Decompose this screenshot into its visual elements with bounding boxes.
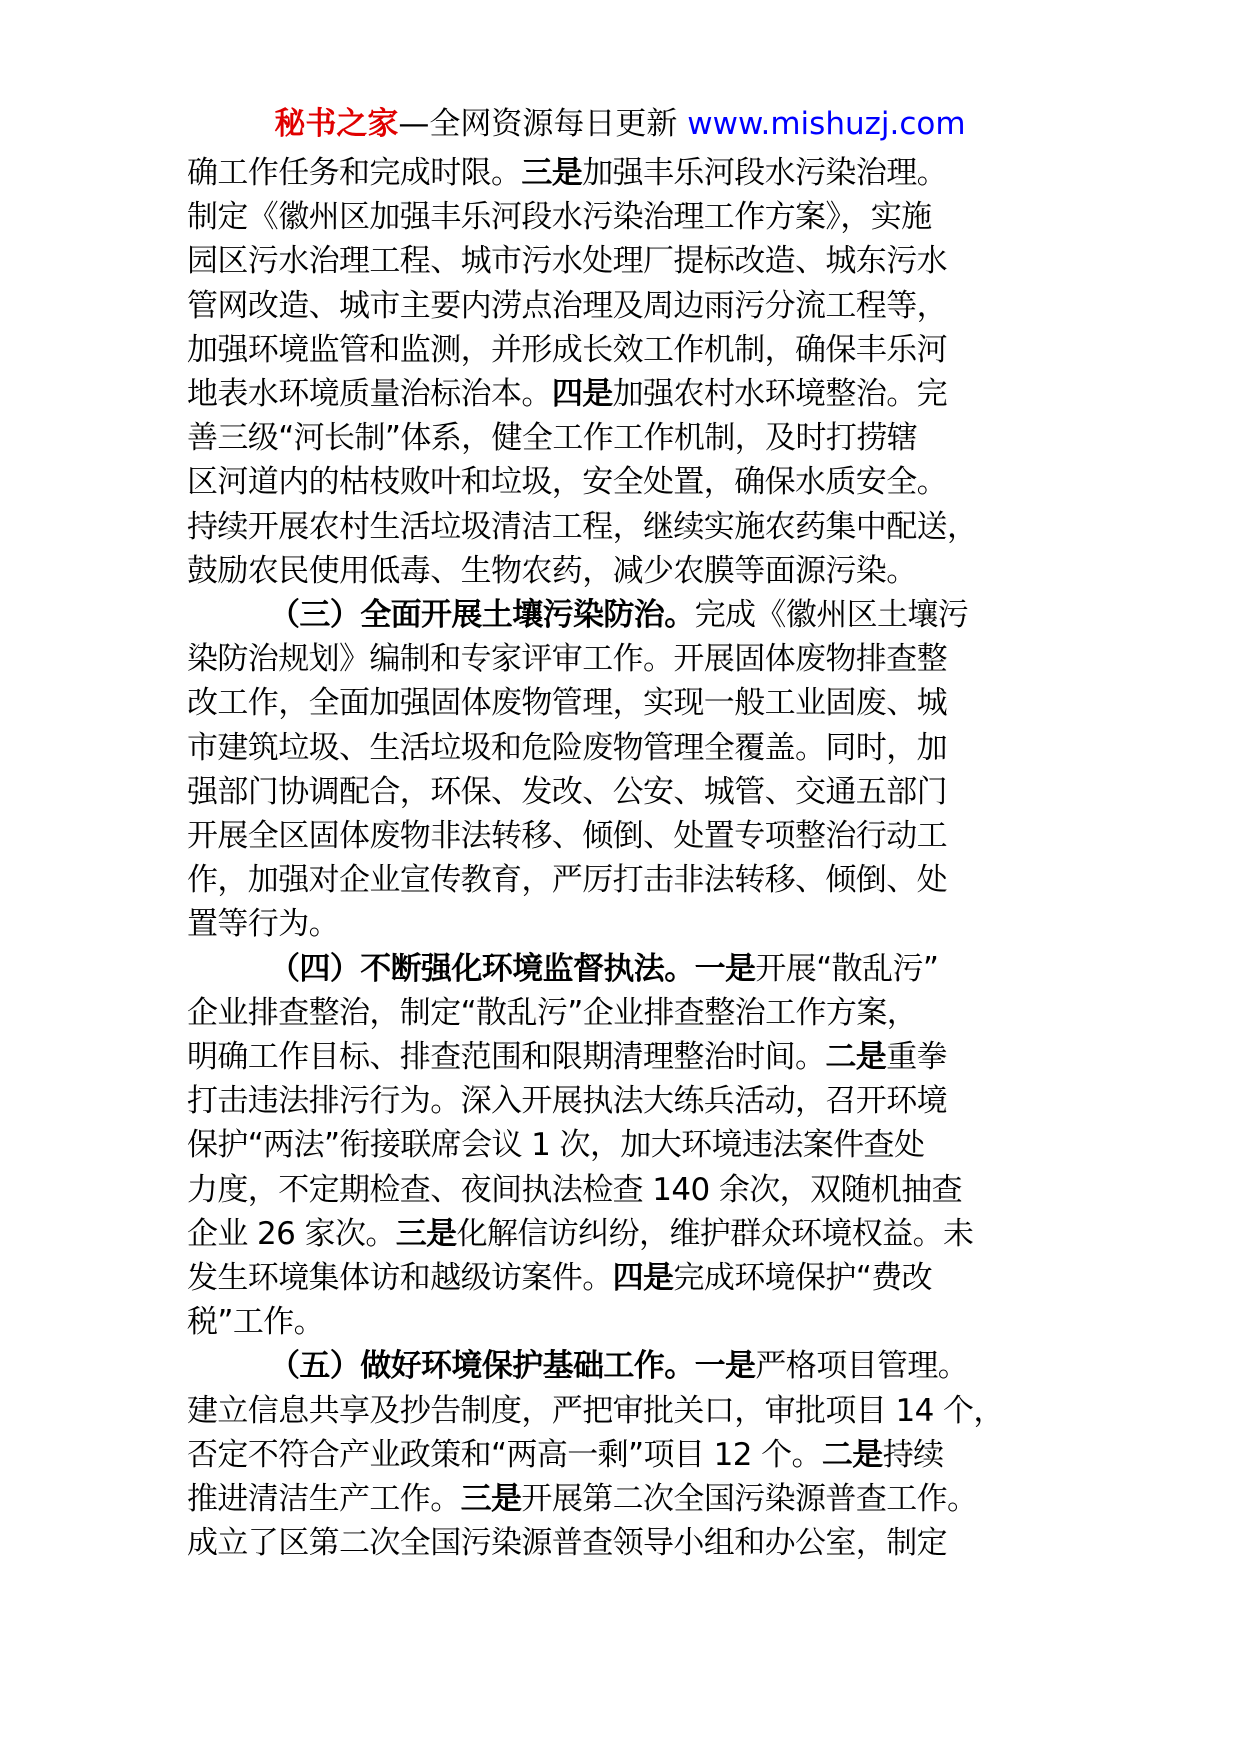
text-line: 置等行为。 xyxy=(187,906,339,943)
paragraph-soil-pollution xyxy=(187,593,1059,947)
section-heading-five: （五）做好环境保护基础工作。一是 xyxy=(269,1348,756,1385)
text-line xyxy=(187,1212,1059,1256)
text-run: 推进清洁生产工作。 xyxy=(187,1481,461,1518)
text-line: 加强环境监管和监测，并形成长效工作机制，确保丰乐河 xyxy=(187,331,947,368)
text-run: 开展第二次全国污染源普查工作。 xyxy=(521,1481,978,1518)
text-run: 完成环境保护“费改 xyxy=(673,1260,933,1297)
text-line: 成立了区第二次全国污染源普查领导小组和办公室，制定 xyxy=(187,1525,947,1562)
text-line: 建立信息共享及抄告制度，严把审批关口，审批项目 14 个， xyxy=(187,1392,1004,1429)
text-line xyxy=(187,151,1059,195)
text-line: 税”工作。 xyxy=(187,1304,325,1341)
paragraph-water-pollution xyxy=(187,151,1059,593)
text-line: 善三级“河长制”体系，健全工作工作机制，及时打捞辖 xyxy=(187,420,918,457)
text-line xyxy=(187,372,1059,416)
text-run: 地表水环境质量治标治本。 xyxy=(187,376,552,413)
text-line xyxy=(187,1256,1059,1300)
text-line xyxy=(187,1433,1059,1477)
text-line xyxy=(187,1477,1059,1521)
text-run: 加强丰乐河段水污染治理。 xyxy=(582,155,948,191)
text-run: 完成《徽州区土壤污 xyxy=(694,597,969,634)
bold-run: 二是 xyxy=(821,1436,883,1473)
text-run: 严格项目管理。 xyxy=(755,1348,969,1385)
text-line: 区河道内的枯枝败叶和垃圾，安全处置，确保水质安全。 xyxy=(187,464,947,501)
text-line: 力度，不定期检查、夜间执法检查 140 余次，双随机抽查 xyxy=(187,1171,963,1208)
text-line xyxy=(187,1344,1059,1388)
text-line: 染防治规划》编制和专家评审工作。开展固体废物排查整 xyxy=(187,641,947,678)
text-run: 确工作任务和完成时限。 xyxy=(187,155,522,191)
paragraph-basic-work xyxy=(187,1344,1059,1565)
text-line: 开展全区固体废物非法转移、倾倒、处置专项整治行动工 xyxy=(187,818,947,855)
text-line: 强部门协调配合，环保、发改、公安、城管、交通五部门 xyxy=(187,773,947,810)
text-line: 改工作，全面加强固体废物管理，实现一般工业固废、城 xyxy=(187,685,947,722)
bold-run: 四是 xyxy=(612,1260,674,1297)
text-line: 园区污水治理工程、城市污水处理厂提标改造、城东污水 xyxy=(187,243,947,280)
text-line: 打击违法排污行为。深入开展执法大练兵活动，召开环境 xyxy=(187,1083,947,1120)
bold-run: 三是 xyxy=(395,1215,457,1252)
text-line: 管网改造、城市主要内涝点治理及周边雨污分流工程等， xyxy=(187,287,947,324)
text-line: 持续开展农村生活垃圾清洁工程，继续实施农药集中配送， xyxy=(187,508,978,545)
text-line: 市建筑垃圾、生活垃圾和危险废物管理全覆盖。同时，加 xyxy=(187,729,947,766)
site-url-link[interactable]: www.mishuzj.com xyxy=(687,106,966,142)
text-line xyxy=(187,1035,1059,1079)
text-run: 开展“散乱污” xyxy=(755,950,939,987)
paragraph-enforcement xyxy=(187,947,1059,1345)
document-body xyxy=(187,151,1059,1566)
text-run: 发生环境集体访和越级访案件。 xyxy=(187,1260,613,1297)
site-header-banner xyxy=(0,104,1240,144)
text-line: 保护“两法”衔接联席会议 1 次，加大环境违法案件查处 xyxy=(187,1127,925,1164)
bold-run: 三是 xyxy=(460,1481,522,1518)
text-line: 企业排查整治，制定“散乱污”企业排查整治工作方案， xyxy=(187,994,918,1031)
header-spacer xyxy=(677,106,687,142)
bold-run: 三是 xyxy=(521,155,583,191)
bold-run: 二是 xyxy=(825,1039,887,1076)
section-heading-four: （四）不断强化环境监督执法。一是 xyxy=(269,950,756,987)
bold-run: 四是 xyxy=(551,376,613,413)
text-run: 重拳 xyxy=(886,1039,948,1076)
text-run: 持续 xyxy=(882,1436,944,1473)
site-tagline: —全网资源每日更新 xyxy=(398,106,678,142)
text-run: 企业 26 家次。 xyxy=(187,1215,396,1252)
section-heading-three: （三）全面开展土壤污染防治。 xyxy=(269,597,695,634)
text-line: 制定《徽州区加强丰乐河段水污染治理工作方案》，实施 xyxy=(187,199,932,236)
text-run: 否定不符合产业政策和“两高一剩”项目 12 个。 xyxy=(187,1436,822,1473)
text-line xyxy=(187,593,1059,637)
text-line xyxy=(187,947,1059,991)
text-run: 明确工作目标、排查范围和限期清理整治时间。 xyxy=(187,1039,826,1076)
text-run: 化解信访纠纷，维护群众环境权益。未 xyxy=(456,1215,974,1252)
text-line: 鼓励农民使用低毒、生物农药，减少农膜等面源污染。 xyxy=(187,552,917,589)
text-run: 加强农村水环境整治。完 xyxy=(612,376,948,413)
site-brand-name: 秘书之家 xyxy=(274,106,399,142)
text-line: 作，加强对企业宣传教育，严厉打击非法转移、倾倒、处 xyxy=(187,862,947,899)
